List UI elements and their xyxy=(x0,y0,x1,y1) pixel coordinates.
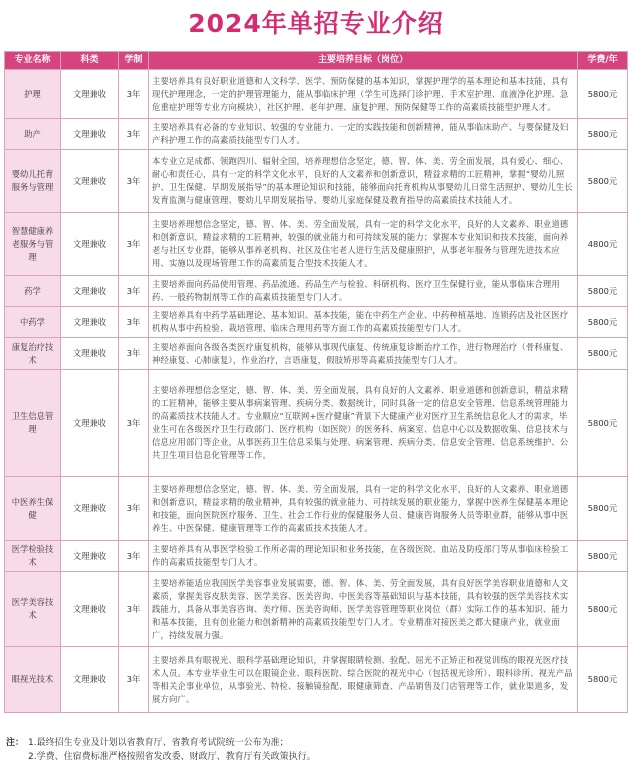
major-name-cell: 助产 xyxy=(5,119,61,150)
fee-cell: 5800元 xyxy=(578,119,628,150)
fee-cell: 5800元 xyxy=(578,572,628,647)
fee-cell: 5800元 xyxy=(578,647,628,713)
duration-cell: 3年 xyxy=(119,213,149,276)
fee-cell: 4800元 xyxy=(578,213,628,276)
notes xyxy=(6,736,626,764)
goal-cell: 主要培养具有良好职业道德和人文科学、医学、预防保健的基本知识，掌握护理学的基本理论和基本技能，具有现代护理理念，一定的护理管理能力，能从事临床护理（学生可选择门诊护理、手术室护理、血液净化护理、急危重症护理等专业方向模块），社区护理、老年护理、康复护理、预防保健等工作的高素质技能型护理人才。 xyxy=(149,70,578,119)
goal-cell: 主要培养能适应我国医学美容事业发展需要，德、智、体、美、劳全面发展，具有良好医学美容职业道德和人文素质，掌握美容皮肤美容、医学美容、医美咨询、中医美容等基础知识与基本技能，具有较强的医学美容技术实践能力，具备从事美容咨询、美疗师、医美咨询师、医学美容管理等职业岗位（群）实际工作的基本知识、能力和基本技能，且有创业能力和创新精神的高素质技能型专门人才。专业精准对接医美之都大健康产业，就业面广，持续发展力强。 xyxy=(149,572,578,647)
goal-cell: 主要培养面向药品使用管理、药品流通、药品生产与检验、科研机构、医疗卫生保健行业，能从事临床合理用药、一般药物制剂等工作的高素质技能型专门人才。 xyxy=(149,276,578,307)
duration-cell: 3年 xyxy=(119,338,149,370)
fee-cell: 5800元 xyxy=(578,307,628,338)
major-name-cell: 护理 xyxy=(5,70,61,119)
duration-cell: 3年 xyxy=(119,541,149,572)
table-row xyxy=(5,370,628,477)
duration-cell: 3年 xyxy=(119,307,149,338)
major-name-cell: 医学检验技术 xyxy=(5,541,61,572)
table-row xyxy=(5,647,628,713)
table-row xyxy=(5,70,628,119)
note-text: 1.最终招生专业及计划以省教育厅、省教育考试院统一公布为准； xyxy=(28,738,289,748)
duration-cell: 3年 xyxy=(119,119,149,150)
major-name-cell: 智慧健康养老服务与管理 xyxy=(5,213,61,276)
goal-cell: 主要培养理想信念坚定，德、智、体、美、劳全面发展，具有良好的人文素养、职业道德和创新意识，精益求精的工匠精神，能够主要从事病案管理、疾病分类、数据统计，同时具备一定的信息安全管理、信息系统管理能力的高素质技术技能人才。专业顺应“互联网+医疗健康”背景下大健康产业对医疗卫生系统信息化人才的需求，毕业生可在各级医疗卫生行政部门、医疗机构（如医院）的医务科、病案室、信息中心以及数据收集、信息技术与信息应用部门等企业，从事医药卫生信息采集与处理、病案管理、疾病分类、信息安全管理、信息系统维护、公共卫生项目信息化管理等工作。 xyxy=(149,370,578,477)
table-row xyxy=(5,338,628,370)
major-table xyxy=(4,51,628,713)
goal-cell: 主要培养具有眼视光、眼科学基础理论知识，并掌握眼睛检测、验配、屈光不正矫正和视觉训练的眼视光医疗技术人员。本专业毕业生可以在眼镜企业、眼科医院、综合医院的视光中心（包括视光诊所）、眼科诊所、视光产品等相关企事业单位，从事验光、特检、接触镜验配、眼健康筛查、产品销售及门店管理等工作，就业渠道多，发展方向广。 xyxy=(149,647,578,713)
category-cell: 文理兼收 xyxy=(61,276,119,307)
major-name-cell: 康复治疗技术 xyxy=(5,338,61,370)
table-row xyxy=(5,307,628,338)
goal-cell: 主要培养理想信念坚定，德、智、体、美、劳全面发展，具有一定的科学文化水平，良好的人文素养、职业道德和创新意识，精益求精的敬业精神，具有较强的就业能力、可持续发展的职业能力，掌握中医养生保健基本理论和技能，面向医院医疗服务、卫生、社会工作行业的保健服务人员、健康咨询服务人员等职业群，能够从事中医养生、中医保健、健康管理等工作的高素质技术技能人才。 xyxy=(149,477,578,541)
note-item xyxy=(6,736,626,750)
table-row xyxy=(5,477,628,541)
table-row xyxy=(5,572,628,647)
category-cell: 文理兼收 xyxy=(61,213,119,276)
fee-cell: 5800元 xyxy=(578,541,628,572)
fee-cell: 5800元 xyxy=(578,370,628,477)
fee-cell: 5800元 xyxy=(578,477,628,541)
table-row xyxy=(5,213,628,276)
table-row xyxy=(5,276,628,307)
fee-cell: 5800元 xyxy=(578,276,628,307)
notes-prefix: 注： xyxy=(6,738,25,748)
category-cell: 文理兼收 xyxy=(61,70,119,119)
duration-cell: 3年 xyxy=(119,276,149,307)
goal-cell: 本专业立足成都、领跑四川、辐射全国，培养理想信念坚定，德、智、体、美、劳全面发展，具有爱心、细心、耐心和责任心，具有一定的科学文化水平，良好的人文素养和创新意识，精益求精的工匠精神，掌握“婴幼儿照护、卫生保健、早期发展指导”的基本理论知识和技能，能够面向托育机构从事婴幼儿日常生活照护、婴幼儿生长发育监测与健康管理、婴幼儿早期发展指导、婴幼儿家庭保健及教育指导的高素质技术技能人才。 xyxy=(149,150,578,213)
category-cell: 文理兼收 xyxy=(61,338,119,370)
goal-cell: 主要培养面向各级各类医疗康复机构，能够从事现代康复、传统康复诊断治疗工作，进行物理治疗（骨科康复、神经康复、心肺康复），作业治疗，言语康复，假肢矫形等高素质技能型专门人才。 xyxy=(149,338,578,370)
table-row xyxy=(5,150,628,213)
duration-cell: 3年 xyxy=(119,370,149,477)
category-cell: 文理兼收 xyxy=(61,119,119,150)
category-cell: 文理兼收 xyxy=(61,572,119,647)
category-cell: 文理兼收 xyxy=(61,647,119,713)
header-goal: 主要培养目标（岗位） xyxy=(149,52,578,70)
header-category: 科类 xyxy=(61,52,119,70)
category-cell: 文理兼收 xyxy=(61,150,119,213)
major-name-cell: 医学美容技术 xyxy=(5,572,61,647)
duration-cell: 3年 xyxy=(119,572,149,647)
category-cell: 文理兼收 xyxy=(61,477,119,541)
note-text: 2.学费、住宿费标准严格按照省发改委、财政厅、教育厅有关政策执行。 xyxy=(28,752,316,762)
table-row xyxy=(5,119,628,150)
goal-cell: 主要培养具有从事医学检验工作所必需的理论知识和业务技能，在各级医院、血站及防疫部门等从事临床检验工作的高素质技能型专门人才。 xyxy=(149,541,578,572)
category-cell: 文理兼收 xyxy=(61,307,119,338)
major-name-cell: 卫生信息管理 xyxy=(5,370,61,477)
duration-cell: 3年 xyxy=(119,70,149,119)
major-name-cell: 婴幼儿托育服务与管理 xyxy=(5,150,61,213)
fee-cell: 5800元 xyxy=(578,150,628,213)
goal-cell: 主要培养具有必备的专业知识、较强的专业能力、一定的实践技能和创新精神，能从事临床助产、与婴保健及妇产科护理工作的高素质技能型专门人才。 xyxy=(149,119,578,150)
note-item xyxy=(6,750,626,764)
fee-cell: 5800元 xyxy=(578,338,628,370)
table-row xyxy=(5,541,628,572)
category-cell: 文理兼收 xyxy=(61,541,119,572)
goal-cell: 主要培养具有中药学基础理论、基本知识、基本技能，能在中药生产企业、中药种植基地、连锁药店及社区医疗机构从事中药检验、栽培管理、临床合理用药等方面工作的高素质技能型专门人才。 xyxy=(149,307,578,338)
page-title: 2024年单招专业介绍 xyxy=(188,9,444,38)
table-header-row xyxy=(5,52,628,70)
header-major-name: 专业名称 xyxy=(5,52,61,70)
major-name-cell: 中药学 xyxy=(5,307,61,338)
duration-cell: 3年 xyxy=(119,150,149,213)
category-cell: 文理兼收 xyxy=(61,370,119,477)
duration-cell: 3年 xyxy=(119,477,149,541)
fee-cell: 5800元 xyxy=(578,70,628,119)
goal-cell: 主要培养理想信念坚定，德、智、体、美、劳全面发展，具有一定的科学文化水平，良好的人文素养、职业道德和创新意识，精益求精的工匠精神，较强的就业能力和可持续发展的能力；掌握本专业知识和技术技能，面向养老与社区专业群，能够从事养老机构、社区及住宅老人进行生活及健康照护，从事老年服务与管理先进技术应用、实施以及现场管理工作的高素质复合型技术技能人才。 xyxy=(149,213,578,276)
header-fee: 学费/年 xyxy=(578,52,628,70)
major-name-cell: 中医养生保健 xyxy=(5,477,61,541)
major-name-cell: 眼视光技术 xyxy=(5,647,61,713)
major-name-cell: 药学 xyxy=(5,276,61,307)
duration-cell: 3年 xyxy=(119,647,149,713)
header-duration: 学制 xyxy=(119,52,149,70)
